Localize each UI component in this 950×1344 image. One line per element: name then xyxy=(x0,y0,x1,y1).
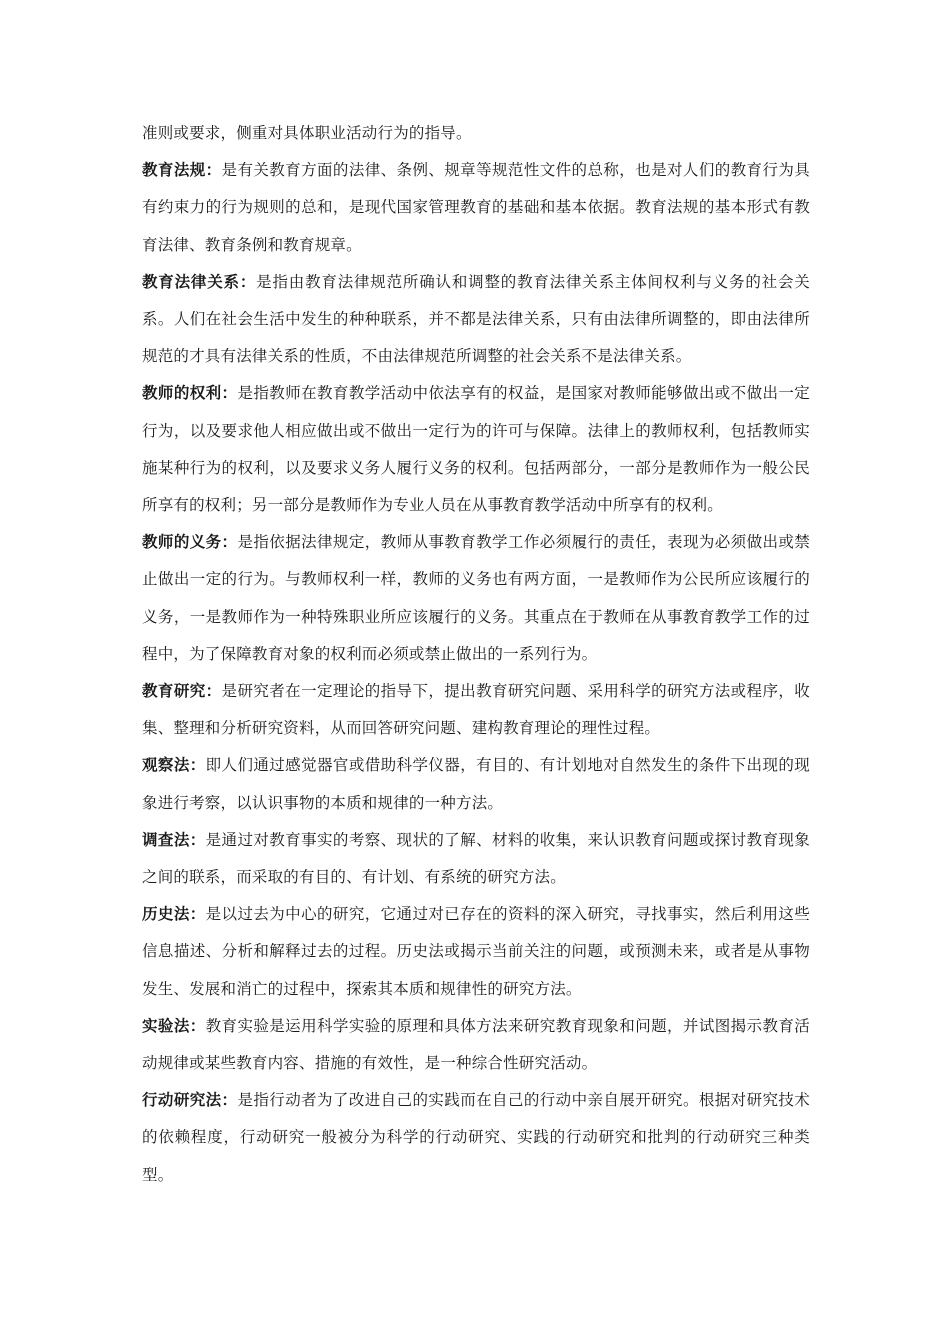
entry-text: 是指行动者为了改进自己的实践而在自己的行动中亲自展开研究。根据对研究技术的依赖程度，行动研究一般被分为科学的行动研究、实践的行动研究和批判的行动研究三种类型。 xyxy=(142,1091,811,1184)
entry-text: 是指教师在教育教学活动中依法享有的权益，是国家对教师能够做出或不做出一定行为，以及要求他人相应做出或不做出一定行为的许可与保障。法律上的教师权利，包括教师实施某种行为的权利，以及要求义务人履行义务的权利。包括两部分，一部分是教师作为一般公民所享有的权利；另一部分是教师作为专业人员在从事教育教学活动中所享有的权利。 xyxy=(142,384,811,515)
entry-text: 即人们通过感觉器官或借助科学仪器，有目的、有计划地对自然发生的条件下出现的现象进行考察，以认识事物的本质和规律的一种方法。 xyxy=(142,756,810,812)
entry-education-regulations xyxy=(142,152,810,264)
document-page xyxy=(142,115,810,1194)
entry-text: 是研究者在一定理论的指导下，提出教育研究问题、采用科学的研究方法或程序，收集、整理和分析研究资料，从而回答研究问题、建构教育理论的理性过程。 xyxy=(142,682,810,738)
entry-text: 教育实验是运用科学实验的原理和具体方法来研究教育现象和问题，并试图揭示教育活动规律或某些教育内容、措施的有效性，是一种综合性研究活动。 xyxy=(142,1016,810,1073)
entry-historical-method xyxy=(142,896,810,1008)
entry-text: 是指依据法律规定，教师从事教育教学工作必须履行的责任，表现为必须做出或禁止做出一定的行为。与教师权利一样，教师的义务也有两方面，一是教师作为公民所应该履行的义务，一是教师作为一种特殊职业所应该履行的义务。其重点在于教师在从事教育教学工作的过程中，为了保障教育对象的权利而必须或禁止做出的一系列行为。 xyxy=(142,533,811,663)
entry-observation-method xyxy=(142,747,810,821)
entry-term: 历史法： xyxy=(142,905,206,924)
entry-term: 调查法： xyxy=(142,830,206,849)
entry-education-legal-relation xyxy=(142,264,810,376)
entry-term: 教育法规： xyxy=(142,161,222,180)
entry-term: 教育研究： xyxy=(142,682,222,701)
entry-teacher-rights xyxy=(142,375,810,524)
entry-text: 是通过对教育事实的考察、现状的了解、材料的收集，来认识教育问题或探讨教育现象之间的联系，而采取的有目的、有计划、有系统的研究方法。 xyxy=(142,830,810,887)
entry-education-research xyxy=(142,673,810,747)
entry-term: 观察法： xyxy=(142,756,206,775)
entry-term: 教师的义务： xyxy=(142,533,238,552)
entry-experimental-method xyxy=(142,1008,810,1082)
entry-action-research-method xyxy=(142,1082,810,1194)
entry-teacher-duties xyxy=(142,524,810,673)
entry-text: 是指由教育法律规范所确认和调整的教育法律关系主体间权利与义务的社会关系。人们在社会生活中发生的种种联系，并不都是法律关系，只有由法律所调整的，即由法律所规范的才具有法律关系的性质，不由法律规范所调整的社会关系不是法律关系。 xyxy=(142,272,810,366)
entry-survey-method xyxy=(142,822,810,896)
entry-text: 是以过去为中心的研究，它通过对已存在的资料的深入研究，寻找事实，然后利用这些信息描述、分析和解释过去的过程。历史法或揭示当前关注的问题，或预测未来，或者是从事物发生、发展和消亡的过程中，探索其本质和规律性的研究方法。 xyxy=(142,905,810,998)
entry-term: 教育法律关系： xyxy=(142,272,257,291)
entry-term: 教师的权利： xyxy=(142,384,238,403)
entry-term: 实验法： xyxy=(142,1016,206,1035)
intro-paragraph: 准则或要求，侧重对具体职业活动行为的指导。 xyxy=(142,124,472,142)
entry-text: 是有关教育方面的法律、条例、规章等规范性文件的总称，也是对人们的教育行为具有约束力的行为规则的总和，是现代国家管理教育的基础和基本依据。教育法规的基本形式有教育法律、教育条例和教育规章。 xyxy=(142,161,810,254)
entry-term: 行动研究法： xyxy=(142,1091,238,1110)
